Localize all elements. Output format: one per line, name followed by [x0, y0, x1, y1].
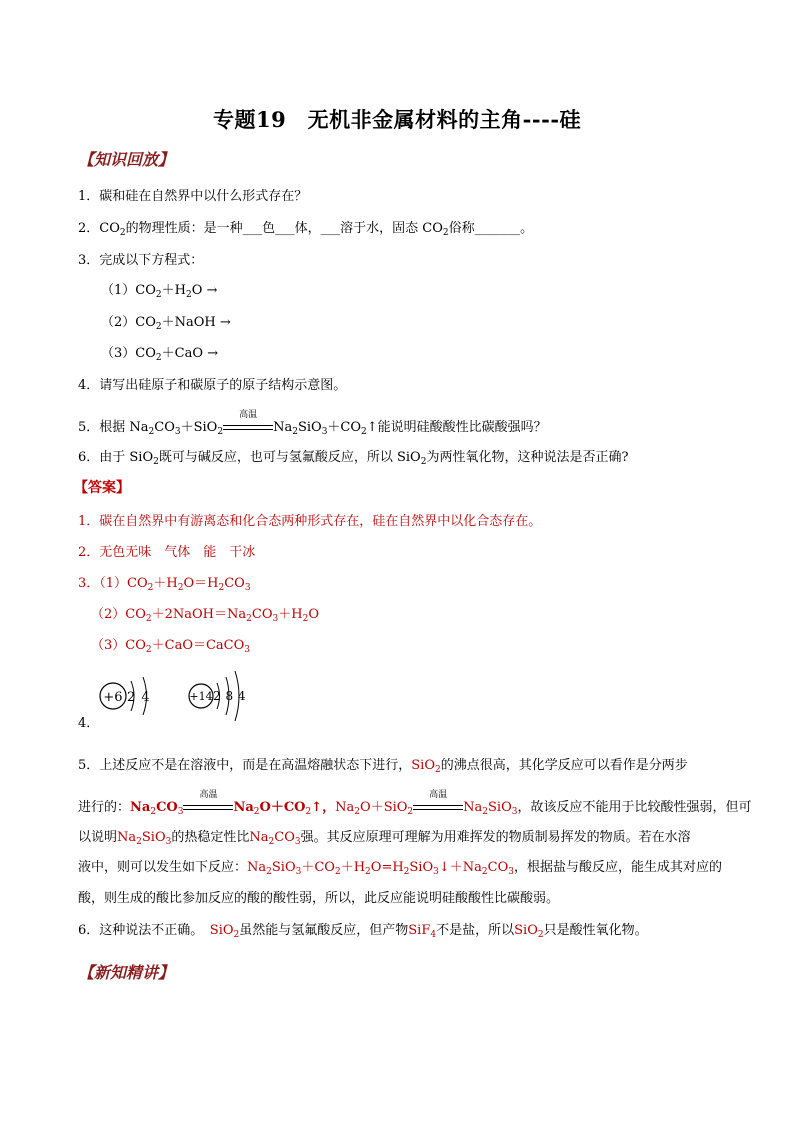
answer-3-3: $(3)CO_2+CaO=CaCO_3$	[91, 638, 251, 655]
question-3-1: $(1)CO_2+H_2O$ →	[101, 283, 218, 300]
high-temp-condition-2: 高温	[413, 801, 463, 815]
answer-4-label: 4．	[78, 716, 100, 731]
carbon-shells-label: 2 4	[127, 690, 151, 705]
question-1: 1．碳和硅在自然界中以什么形式存在？	[78, 189, 308, 204]
answer-5-line-2: 进行的：$Na_2CO_3$ 高温 $Na_2O+CO_2↑$，$Na_2O+SiO_2$ 高温 $Na_2SiO_3$，故该反应不能用于比较酸性强弱，但可	[78, 789, 752, 817]
atomic-structure-diagrams	[95, 665, 255, 725]
answer-heading: 【答案】	[74, 480, 130, 496]
answer-5-line-1: 5．上述反应不是在溶液中，而是在高温熔融状态下进行，SiO$_2$的沸点很高，其化学反应可以看作是分两步	[78, 758, 688, 775]
section-heading-review: 【知识回放】	[78, 150, 175, 169]
answer-5-line-4: 液中，则可以发生如下反应：$Na_2SiO_3+CO_2+H_2O=H_2SiO_3↓+Na_2CO_3$，根据盐与酸反应，能生成其对应的	[78, 860, 722, 877]
answer-5-line-3: 以说明$Na_2SiO_3$的热稳定性比$Na_2CO_3$强。其反应原理可理解为用难挥发的物质制易挥发的物质。若在水溶	[78, 830, 691, 847]
question-5: 5．根据 $Na_2CO_3+SiO_2$ 高温 $Na_2SiO_3+CO_2↑$能说明硅酸酸性比碳酸强吗？	[78, 409, 547, 437]
silicon-shells-label: 2 8 4	[213, 689, 247, 703]
silicon-nucleus-label: +14	[189, 690, 213, 703]
question-2: 2．$CO_2$的物理性质：是一种___色___体，___溶于水，固态 $CO_2$俗称_______。	[78, 221, 534, 238]
answer-3-1: 3．$(1)CO_2+H_2O=H_2CO_3$	[78, 576, 251, 593]
question-3-2: $(2)CO_2+NaOH$ →	[101, 315, 231, 332]
answer-3-2: $(2)CO_2+2NaOH=Na_2CO_3+H_2O$	[91, 607, 319, 624]
carbon-nucleus-label: +6	[103, 690, 123, 705]
answer-6: 6．这种说法不正确。 SiO$_2$虽然能与氢氟酸反应，但产物SiF$_4$不是盐，所以SiO$_2$只是酸性氧化物。	[78, 923, 648, 940]
question-4: 4．请写出硅原子和碳原子的原子结构示意图。	[78, 378, 347, 393]
high-temp-condition-1: 高温	[183, 801, 233, 815]
silicon-atom-diagram	[189, 671, 246, 721]
answer-5-line-5: 酸，则生成的酸比参加反应的酸的酸性弱，所以，此反应能说明硅酸酸性比碳酸弱。	[78, 891, 560, 906]
section-heading-new-knowledge: 【新知精讲】	[78, 963, 175, 982]
question-6: 6．由于 SiO$_2$既可与碱反应，也可与氢氟酸反应，所以 SiO$_2$为两性氧化物，这种说法是否正确?	[78, 450, 629, 467]
question-3: 3．完成以下方程式：	[78, 253, 204, 268]
answer-1: 1．碳在自然界中有游离态和化合态两种形式存在，硅在自然界中以化合态存在。	[78, 514, 542, 529]
page-title: 专题19 无机非金属材料的主角----硅	[212, 107, 582, 132]
carbon-atom-diagram	[100, 677, 151, 715]
answer-2: 2．无色无味 气体 能 干冰	[78, 545, 256, 560]
high-temp-condition: 高温	[223, 421, 273, 435]
question-3-3: $(3)CO_2+CaO$ →	[101, 346, 219, 363]
